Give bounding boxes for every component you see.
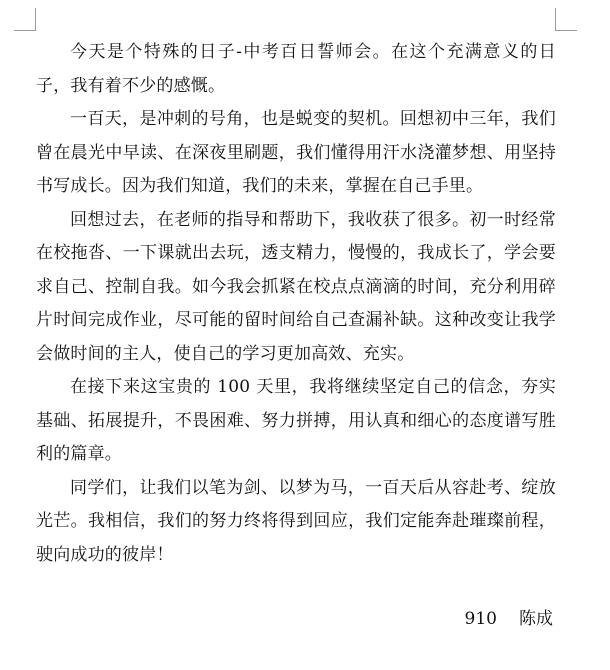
document-body — [36, 36, 556, 572]
signature-author: 陈成 — [519, 609, 553, 629]
paragraph-intro: 今天是个特殊的日子-中考百日誓师会。在这个充满意义的日子，我有着不少的感慨。 — [36, 42, 556, 96]
crop-mark-top-right-horizontal — [555, 30, 577, 31]
crop-mark-top-right-vertical — [555, 8, 556, 31]
paragraph-closing: 同学们，让我们以笔为剑、以梦为马，一百天后从容赴考、绽放光芒。我相信，我们的努力终将得到回应，我们定能奔赴璀璨前程，驶向成功的彼岸！ — [36, 477, 556, 565]
crop-mark-top-left-vertical — [35, 8, 36, 31]
paragraph-next-100-days: 在接下来这宝贵的 100 天里，我将继续坚定自己的信念，夯实基础、拓展提升，不畏困难、努力拼搏，用认真和细心的态度谱写胜利的篇章。 — [36, 377, 556, 464]
paragraph-looking-back: 回想过去，在老师的指导和帮助下，我收获了很多。初一时经常在校拖沓、一下课就出去玩，透支精力，慢慢的，我成长了，学会要求自己、控制自我。如今我会抓紧在校点点滴滴的时间，充分利用碎片时间完成作业，尽可能的留时间给自己查漏补缺。这种改变让我学会做时间的主人，使自己的学习更加高效、充实。 — [36, 209, 556, 364]
signature — [465, 604, 553, 634]
signature-class-number: 910 — [464, 609, 497, 629]
paragraph-hundred-days: 一百天，是冲刺的号角，也是蜕变的契机。回想初中三年，我们曾在晨光中早读、在深夜里刷题，我们懂得用汗水浇灌梦想、用坚持书写成长。因为我们知道，我们的未来，掌握在自己手里。 — [36, 109, 556, 196]
crop-mark-top-left-horizontal — [14, 30, 36, 31]
